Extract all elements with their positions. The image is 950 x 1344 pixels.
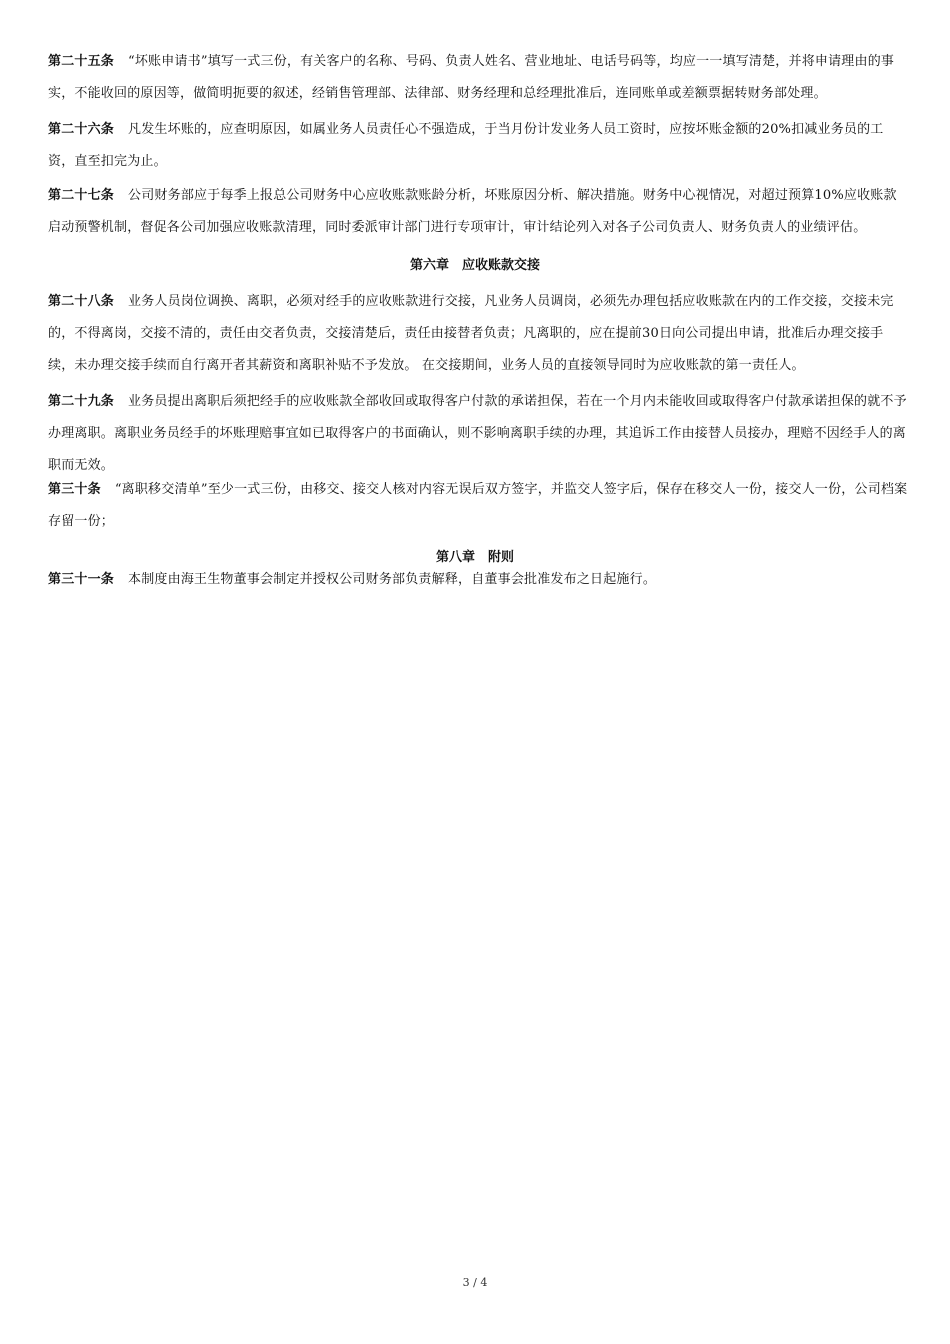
article-text: 公司财务部应于每季上报总公司财务中心应收账款账龄分析，坏账原因分析、解决措施。财务中心视情况，对超过预算10%应收账款启动预警机制，督促各公司加强应收账款清理，同时委派审计部门进行专项审计，审计结论列入对各子公司负责人、财务负责人的业绩评估。 [48,188,897,235]
article-text: “坏账申请书”填写一式三份，有关客户的名称、号码、负责人姓名、营业地址、电话号码等，均应一一填写清楚，并将申请理由的事实，不能收回的原因等，做简明扼要的叙述，经销售管理部、法律部、财务经理和总经理批准后，连同账单或差额票据转财务部处理。 [48,54,895,101]
article-30 [48,474,908,538]
article-text: 业务人员岗位调换、离职，必须对经手的应收账款进行交接，凡业务人员调岗，必须先办理包括应收账款在内的工作交接，交接未完的，不得离岗，交接不清的，责任由交者负责，交接清楚后，责任由接替者负责；凡离职的，应在提前30日向公司提出申请，批准后办理交接手续，未办理交接手续而自行离开者其薪资和离职补贴不予发放。 在交接期间，业务人员的直接领导同时为应收账款的第一责任人。 [48,294,894,373]
article-27 [48,180,908,244]
chapter-heading-8: 第八章 附则 [435,550,514,565]
article-31 [48,564,908,596]
article-number: 第二十九条 [48,394,115,409]
article-text: 业务员提出离职后须把经手的应收账款全部收回或取得客户付款的承诺担保，若在一个月内未能收回或取得客户付款承诺担保的就不予办理离职。离职业务员经手的坏账理赔事宜如已取得客户的书面确认，则不影响离职手续的办理，其追诉工作由接替人员接办，理赔不因经手人的离职而无效。 [48,394,907,473]
page-number: 3 / 4 [462,1276,488,1289]
article-25 [48,46,908,110]
article-28 [48,286,908,382]
article-text: 凡发生坏账的，应查明原因，如属业务人员责任心不强造成，于当月份计发业务人员工资时，应按坏账金额的20%扣减业务员的工资，直至扣完为止。 [48,122,884,169]
article-number: 第二十五条 [48,54,115,69]
article-29 [48,386,908,482]
article-number: 第三十一条 [48,572,115,587]
article-number: 第二十六条 [48,122,115,137]
chapter-heading-6: 第六章 应收账款交接 [409,258,540,273]
article-26 [48,114,908,178]
article-number: 第二十七条 [48,188,115,203]
article-text: “离职移交清单”至少一式三份，由移交、接交人核对内容无误后双方签字，并监交人签字后，保存在移交人一份，接交人一份，公司档案存留一份； [48,482,908,529]
article-text: 本制度由海王生物董事会制定并授权公司财务部负责解释，自董事会批准发布之日起施行。 [128,572,657,587]
article-number: 第三十条 [48,482,101,497]
article-number: 第二十八条 [48,294,115,309]
